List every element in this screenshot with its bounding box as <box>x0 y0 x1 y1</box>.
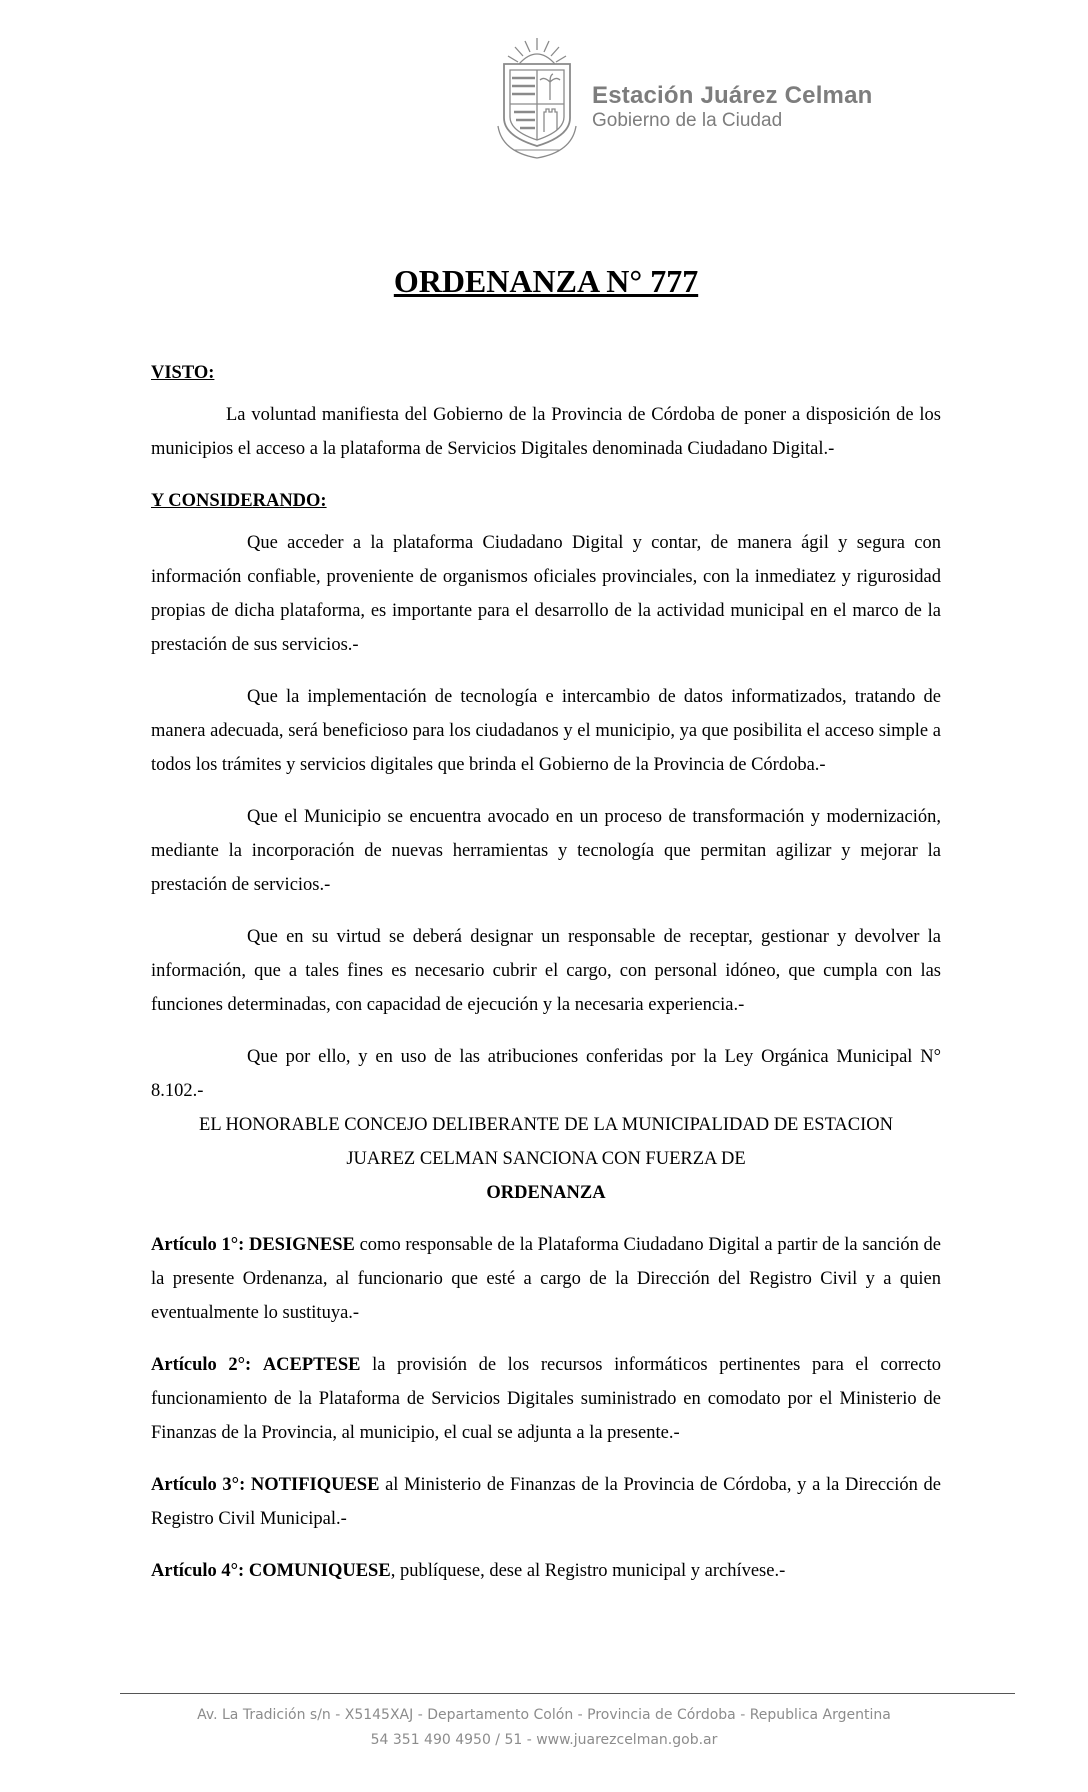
visto-text: La voluntad manifiesta del Gobierno de la Provincia de Córdoba de poner a disposición de los municipios el acceso a la plataforma de Servicios Digitales denominada Ciudadano Digital.- <box>151 405 941 459</box>
brand-subtitle: Gobierno de la Ciudad <box>592 110 783 131</box>
considerando-paragraph: Que por ello, y en uso de las atribuciones conferidas por la Ley Orgánica Municipal N° 8.102.- <box>151 1047 941 1101</box>
article-2 <box>151 1348 941 1450</box>
footer <box>0 1703 1088 1753</box>
article-keyword: NOTIFIQUESE <box>250 1475 380 1495</box>
article-label: Artículo 3°: <box>151 1475 246 1495</box>
article-keyword: COMUNIQUESE <box>248 1561 391 1581</box>
article-text: como responsable de la Plataforma Ciudadano Digital a partir de la sanción de la presente Ordenanza, al funcionario que esté a cargo de la Dirección del Registro Civil y a quien eventualmente lo sustituya.- <box>151 1235 941 1323</box>
article-4 <box>151 1554 941 1588</box>
municipal-crest-logo <box>492 34 582 162</box>
sanciona-line: JUAREZ CELMAN SANCIONA CON FUERZA DE <box>346 1149 746 1169</box>
considerando-heading: Y CONSIDERANDO: <box>151 491 327 511</box>
article-text: la provisión de los recursos informáticos pertinentes para el correcto funcionamiento de la Plataforma de Servicios Digitales suministrado en comodato por el Ministerio de Finanzas de la Provincia, al municipio, el cual se adjunta a la presente.- <box>151 1355 941 1443</box>
article-keyword: DESIGNESE <box>248 1235 355 1255</box>
document-title: ORDENANZA N° 777 <box>393 263 699 299</box>
article-keyword: ACEPTESE <box>262 1355 361 1375</box>
visto-heading: VISTO: <box>151 363 215 383</box>
article-3 <box>151 1468 941 1536</box>
footer-contact: 54 351 490 4950 / 51 - www.juarezcelman.gob.ar <box>370 1732 718 1748</box>
ordinance-document <box>151 258 941 1588</box>
sanciona-line: EL HONORABLE CONCEJO DELIBERANTE DE LA MUNICIPALIDAD DE ESTACION <box>199 1115 893 1135</box>
considerando-paragraph: Que la implementación de tecnología e intercambio de datos informatizados, tratando de manera adecuada, será beneficioso para los ciudadanos y el municipio, ya que posibilita el acceso simple a todos los trámites y servicios digitales que brinda el Gobierno de la Provincia de Córdoba.- <box>151 687 941 775</box>
footer-address: Av. La Tradición s/n - X5145XAJ - Departamento Colón - Provincia de Córdoba - Republica Argentina <box>197 1707 891 1723</box>
article-label: Artículo 2°: <box>151 1355 252 1375</box>
considerando-paragraph: Que acceder a la plataforma Ciudadano Digital y contar, de manera ágil y segura con información confiable, proveniente de organismos oficiales provinciales, con la inmediatez y rigurosidad propias de dicha plataforma, es importante para el desarrollo de la actividad municipal en el marco de la prestación de sus servicios.- <box>151 533 941 655</box>
letterhead <box>492 34 912 164</box>
article-text: al Ministerio de Finanzas de la Provincia de Córdoba, y a la Dirección de Registro Civil Municipal.- <box>151 1475 942 1529</box>
article-1 <box>151 1228 941 1330</box>
footer-divider <box>120 1693 1015 1694</box>
article-label: Artículo 1°: <box>151 1235 245 1255</box>
brand <box>592 84 873 130</box>
brand-name: Estación Juárez Celman <box>592 82 873 109</box>
considerando-paragraph: Que el Municipio se encuentra avocado en un proceso de transformación y modernización, mediante la incorporación de nuevas herramientas y tecnología que permitan agilizar y mejorar la prestación de servicios.- <box>151 807 941 895</box>
considerando-paragraph: Que en su virtud se deberá designar un responsable de receptar, gestionar y devolver la información, que a tales fines es necesario cubrir el cargo, con personal idóneo, que cumpla con las funciones determinadas, con capacidad de ejecución y la necesaria experiencia.- <box>151 927 941 1015</box>
article-label: Artículo 4°: <box>151 1561 245 1581</box>
ordenanza-heading: ORDENANZA <box>486 1183 606 1203</box>
article-text: , publíquese, dese al Registro municipal y archívese.- <box>390 1561 786 1581</box>
